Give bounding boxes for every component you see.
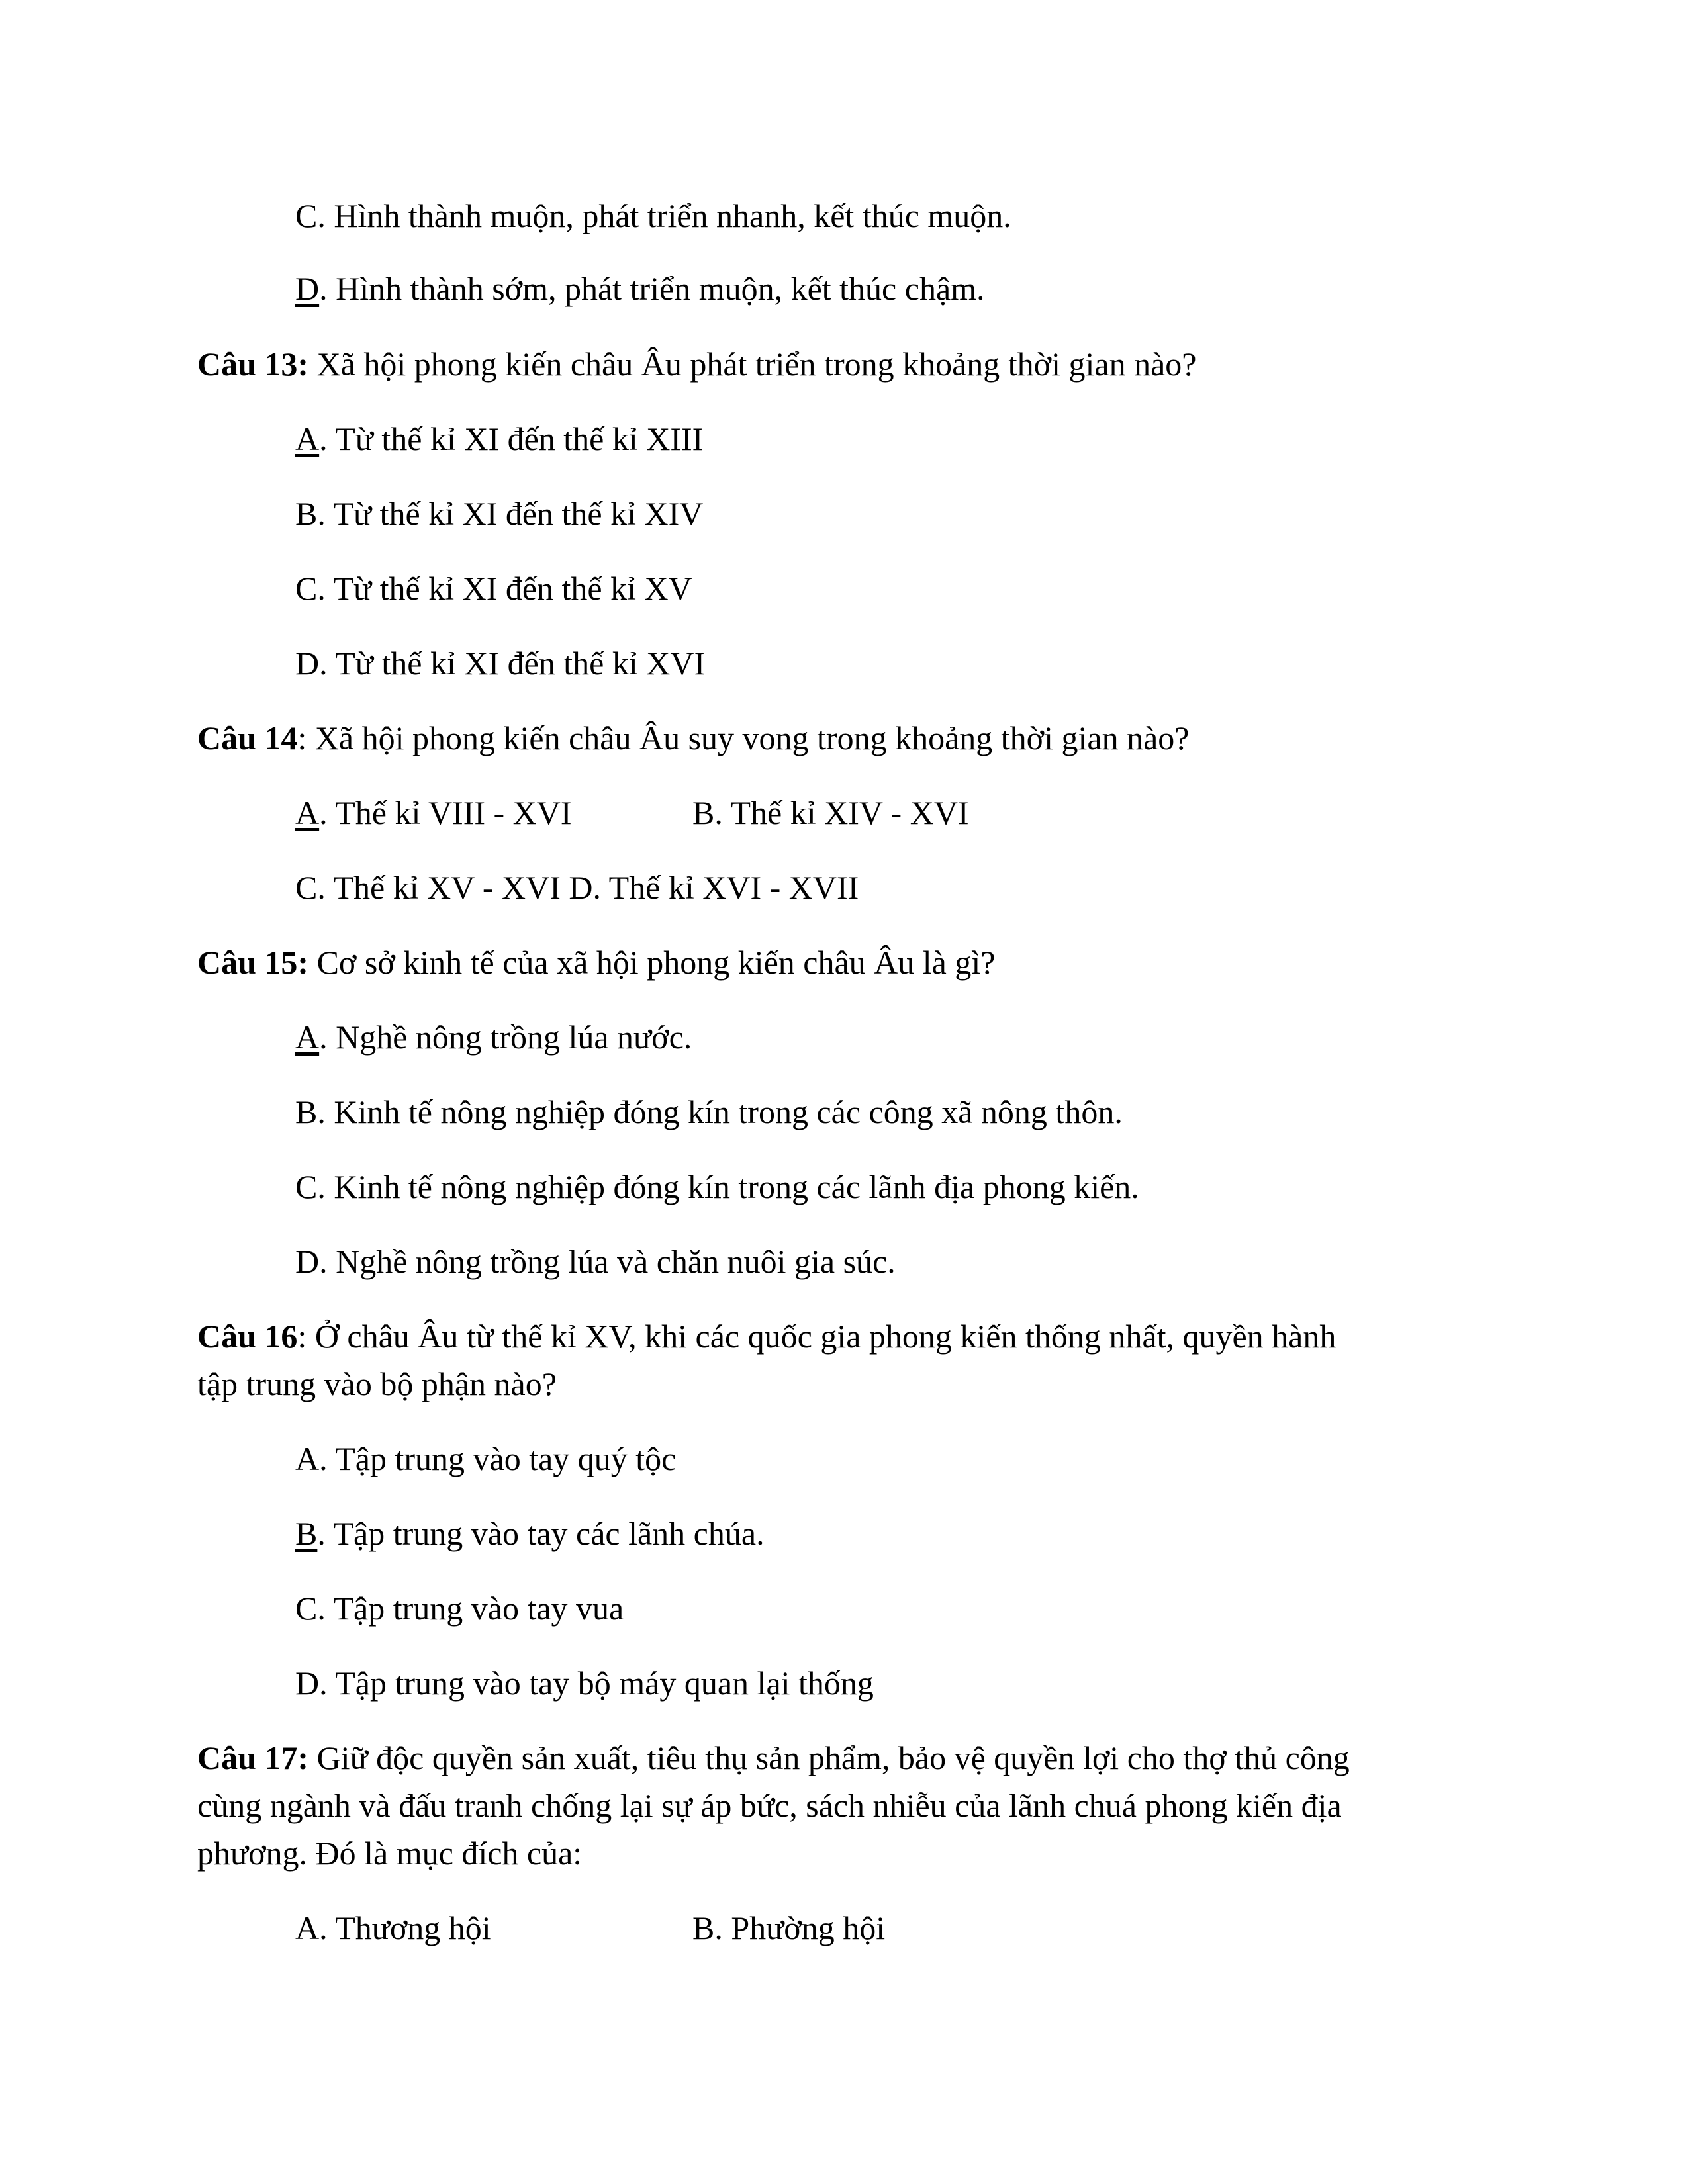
q17-option-b: B. Phường hội [692,1909,886,1946]
option-letter: B [295,1093,318,1130]
question-text: Giữ độc quyền sản xuất, tiêu thụ sản phẩm, bảo vệ quyền lợi cho thợ thủ công [308,1739,1350,1776]
q15-option-b: B. Kinh tế nông nghiệp đóng kín trong các công xã nông thôn. [295,1093,1123,1130]
question-text: Cơ sở kinh tế của xã hội phong kiến châu Âu là gì? [308,944,996,981]
option-letter: B [692,1909,715,1946]
q14-option-c-d: C. Thế kỉ XV - XVI D. Thế kỉ XVI - XVII [295,869,859,906]
option-text: Hình thành muộn, phát triển nhanh, kết thúc muộn. [334,197,1011,234]
option-letter: C [295,1590,318,1627]
question-13 [197,340,1196,388]
option-text: Từ thế kỉ XI đến thế kỉ XIII [335,420,704,457]
option-letter: C [295,570,318,607]
q16-option-a: A. Tập trung vào tay quý tộc [295,1440,677,1477]
question-16 [197,1312,1336,1360]
option-letter: D [295,645,320,682]
question-label: Câu 13: [197,345,309,383]
option-letter-marked: A [295,1019,320,1056]
q15-option-c: C. Kinh tế nông nghiệp đóng kín trong các lãnh địa phong kiến. [295,1168,1139,1205]
question-15 [197,938,995,986]
q13-option-a: A. Từ thế kỉ XI đến thế kỉ XIII [295,420,704,457]
option-text: Thế kỉ VIII - XVI [335,794,572,831]
q14-option-b: B. Thế kỉ XIV - XVI [692,794,969,831]
question-17 [197,1734,1350,1782]
question-text: cùng ngành và đấu tranh chống lại sự áp bức, sách nhiễu của lãnh chuá phong kiến địa [197,1787,1342,1824]
q16-option-b: B. Tập trung vào tay các lãnh chúa. [295,1515,765,1552]
question-label: Câu 16 [197,1318,298,1355]
option-text: Nghề nông trồng lúa và chăn nuôi gia súc. [336,1243,896,1280]
question-17-line3 [197,1829,582,1877]
option-text: Tập trung vào tay bộ máy quan lại thống [335,1664,874,1702]
q13-option-c: C. Từ thế kỉ XI đến thế kỉ XV [295,570,692,607]
q13-option-b: B. Từ thế kỉ XI đến thế kỉ XIV [295,495,704,532]
option-letter: B [692,794,715,831]
q15-option-a: A. Nghề nông trồng lúa nước. [295,1019,692,1056]
option-text: Từ thế kỉ XI đến thế kỉ XVI [335,645,706,682]
question-16-line2 [197,1360,557,1408]
option-letter: C [295,869,318,906]
q13-option-d: D. Từ thế kỉ XI đến thế kỉ XVI [295,645,706,682]
option-letter: D [295,1664,320,1702]
question-text: : Ở châu Âu từ thế kỉ XV, khi các quốc gia phong kiến thống nhất, quyền hành [297,1318,1336,1355]
option-text: Tập trung vào tay các lãnh chúa. [333,1515,765,1552]
option-text: Từ thế kỉ XI đến thế kỉ XV [333,570,692,607]
q16-option-c: C. Tập trung vào tay vua [295,1590,624,1627]
option-text: Tập trung vào tay vua [333,1590,624,1627]
option-letter: A [295,1440,320,1477]
question-label: Câu 15: [197,944,309,981]
option-letter: A [295,1909,320,1946]
option-text: Thế kỉ XIV - XVI [730,794,969,831]
question-text: tập trung vào bộ phận nào? [197,1365,557,1402]
option-text: Thế kỉ XV - XVI D. Thế kỉ XVI - XVII [333,869,859,906]
question-label: Câu 14 [197,719,298,756]
option-text: Thương hội [335,1909,491,1946]
option-letter: D [295,1243,320,1280]
question-14 [197,714,1189,762]
option-d-prev: D. Hình thành sớm, phát triển muộn, kết thúc chậm. [295,270,985,307]
q16-option-d: D. Tập trung vào tay bộ máy quan lại thống [295,1664,874,1702]
question-label: Câu 17: [197,1739,309,1776]
option-letter-marked: A [295,794,320,831]
option-letter: C [295,197,318,234]
option-text: Tập trung vào tay quý tộc [335,1440,677,1477]
option-text: Hình thành sớm, phát triển muộn, kết thúc chậm. [336,270,985,307]
q17-option-a: A. Thương hội [295,1909,491,1946]
question-17-line2 [197,1782,1342,1829]
option-text: Từ thế kỉ XI đến thế kỉ XIV [333,495,704,532]
option-text: Kinh tế nông nghiệp đóng kín trong các công xã nông thôn. [334,1093,1123,1130]
question-text: : Xã hội phong kiến châu Âu suy vong trong khoảng thời gian nào? [297,719,1190,756]
option-letter-marked: D [295,270,320,307]
option-text: Nghề nông trồng lúa nước. [336,1019,692,1056]
option-letter: B [295,495,318,532]
option-text: Phường hội [731,1909,886,1946]
option-letter: C [295,1168,318,1205]
question-text: Xã hội phong kiến châu Âu phát triển trong khoảng thời gian nào? [308,345,1197,383]
question-text: phương. Đó là mục đích của: [197,1835,583,1872]
option-letter-marked: A [295,420,320,457]
q15-option-d: D. Nghề nông trồng lúa và chăn nuôi gia súc. [295,1243,896,1280]
option-c-prev: C. Hình thành muộn, phát triển nhanh, kết thúc muộn. [295,197,1011,234]
option-letter-marked: B [295,1515,318,1552]
option-text: Kinh tế nông nghiệp đóng kín trong các lãnh địa phong kiến. [334,1168,1139,1205]
q14-option-a: A. Thế kỉ VIII - XVI [295,794,572,831]
